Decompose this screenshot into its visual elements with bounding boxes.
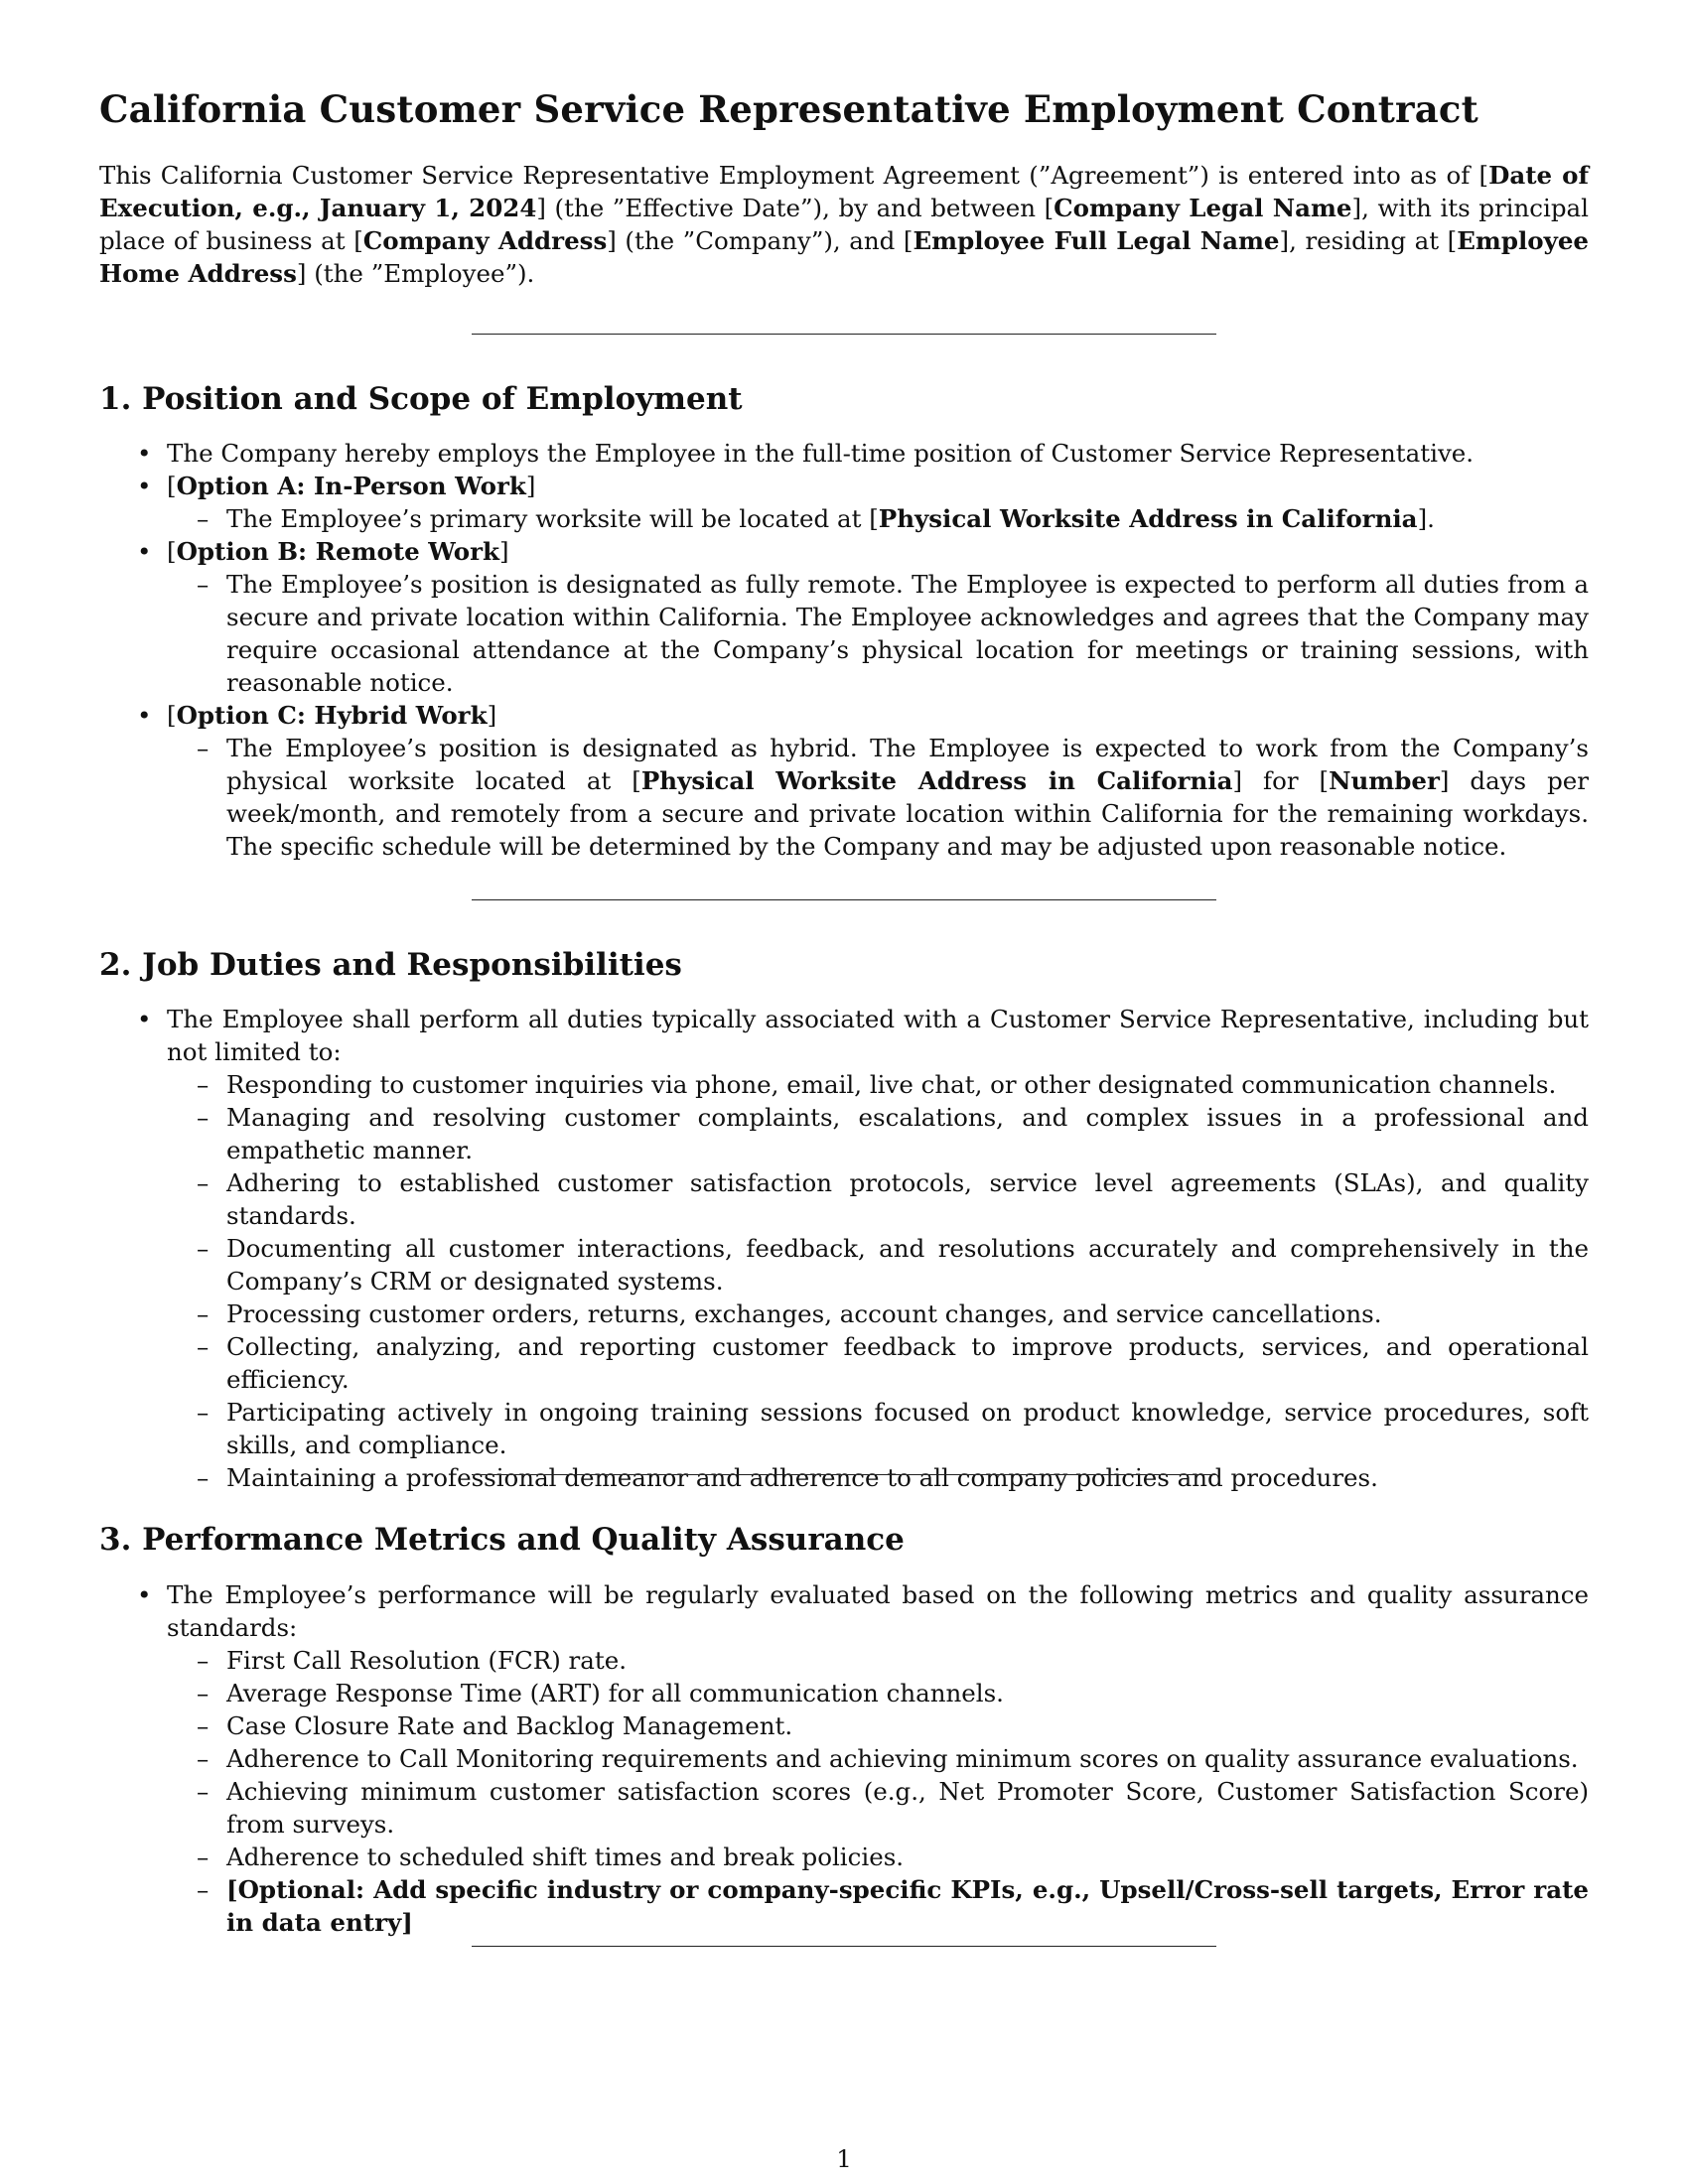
placeholder-company-address: Company Address <box>362 226 608 255</box>
section-divider <box>472 334 1216 335</box>
option-b-item <box>99 535 1589 699</box>
list-item-text: The Employee’s position is designated as hybrid. The Employee is expected to work from the Company’s physical worksite located at [ <box>226 734 1589 795</box>
metric-item: – Adherence to Call Monitoring requirements and achieving minimum scores on quality assurance evaluations. <box>165 1742 1589 1775</box>
metric-item: – Average Response Time (ART) for all communication channels. <box>165 1677 1589 1709</box>
option-b-sublist <box>167 568 1589 699</box>
option-a-item <box>99 470 1589 535</box>
list-item-text: The Company hereby employs the Employee in the full-time position of Customer Service Representative. <box>167 439 1475 468</box>
metric-item: – Case Closure Rate and Backlog Management. <box>165 1709 1589 1742</box>
list-item-text: The Employee shall perform all duties typically associated with a Customer Service Representative, including but not limited to: <box>167 1005 1589 1066</box>
option-c-label-text: Option C: Hybrid Work <box>176 701 488 730</box>
placeholder-employee-name: Employee Full Legal Name <box>913 226 1280 255</box>
metric-item: – Achieving minimum customer satisfaction scores (e.g., Net Promoter Score, Customer Satisfaction Score) from surveys. <box>165 1775 1589 1841</box>
intro-text: ], with its principal place of business at [ <box>99 194 1589 255</box>
section-1-list <box>99 437 1589 863</box>
duty-item: – Processing customer orders, returns, exchanges, account changes, and service cancellations. <box>165 1297 1589 1330</box>
list-item-text: The Employee’s position is designated as fully remote. The Employee is expected to perform all duties from a secure and private location within California. The Employee acknowledges and agrees that the Company may require occasional attendance at the Company’s physical location for meetings or training sessions, with reasonable notice. <box>226 570 1589 697</box>
list-item <box>165 732 1589 863</box>
metric-item: – First Call Resolution (FCR) rate. <box>165 1644 1589 1677</box>
option-c-label: [Option C: Hybrid Work] <box>167 701 497 730</box>
duties-sublist <box>167 1068 1589 1494</box>
duty-item: – Responding to customer inquiries via phone, email, live chat, or other designated communication channels. <box>165 1068 1589 1101</box>
list-item <box>99 1578 1589 1939</box>
intro-text: ] (the ”Effective Date”), by and between [ <box>536 194 1055 222</box>
metrics-sublist <box>167 1644 1589 1939</box>
section-1-heading: 1. Position and Scope of Employment <box>99 381 743 417</box>
duty-item: – Adhering to established customer satisfaction protocols, service level agreements (SLAs), and quality standards. <box>165 1166 1589 1232</box>
section-divider <box>472 1474 1216 1475</box>
duty-item: – Collecting, analyzing, and reporting customer feedback to improve products, services, and operational efficiency. <box>165 1330 1589 1396</box>
section-3-heading: 3. Performance Metrics and Quality Assurance <box>99 1522 905 1558</box>
option-a-sublist <box>167 502 1589 535</box>
option-c-item <box>99 699 1589 863</box>
intro-text: This California Customer Service Representative Employment Agreement (”Agreement”) is entered into as of [ <box>99 161 1489 190</box>
duty-item: – Managing and resolving customer complaints, escalations, and complex issues in a professional and empathetic manner. <box>165 1101 1589 1166</box>
section-2-heading: 2. Job Duties and Responsibilities <box>99 947 682 983</box>
list-item <box>99 437 1589 470</box>
list-item-text: The Employee’s primary worksite will be located at [ <box>226 504 879 533</box>
placeholder-worksite-address: Physical Worksite Address in California <box>878 504 1418 533</box>
intro-paragraph <box>99 159 1589 290</box>
optional-kpi-text: Optional: Add specific industry or company-specific KPIs, e.g., Upsell/Cross-sell targets, Error rate in data entry <box>226 1875 1589 1937</box>
option-c-sublist <box>167 732 1589 863</box>
placeholder-employee-address: Employee Home Address <box>99 226 1590 288</box>
option-b-label-text: Option B: Remote Work <box>176 537 500 566</box>
list-item <box>165 502 1589 535</box>
section-3-list <box>99 1578 1589 1939</box>
duty-item: – Maintaining a professional demeanor and adherence to all company policies and procedures. <box>165 1461 1589 1494</box>
list-item <box>165 568 1589 699</box>
optional-kpi-item: – [Optional: Add specific industry or company-specific KPIs, e.g., Upsell/Cross-sell targets, Error rate in data entry] <box>165 1873 1589 1939</box>
document-title: California Customer Service Representative Employment Contract <box>99 87 1478 131</box>
option-a-label-text: Option A: In-Person Work <box>176 472 526 500</box>
list-item-text: ] for [ <box>1232 766 1330 795</box>
duty-item: – Documenting all customer interactions, feedback, and resolutions accurately and comprehensively in the Company’s CRM or designated systems. <box>165 1232 1589 1297</box>
section-2-list <box>99 1003 1589 1494</box>
intro-text: ], residing at [ <box>1279 226 1458 255</box>
placeholder-company-name: Company Legal Name <box>1054 194 1352 222</box>
intro-text: ] (the ”Company”), and [ <box>607 226 914 255</box>
section-divider <box>472 899 1216 900</box>
duty-item: – Participating actively in ongoing training sessions focused on product knowledge, service procedures, soft skills, and compliance. <box>165 1396 1589 1461</box>
list-item <box>99 1003 1589 1494</box>
list-item-text: ] days per week/month, and remotely from a secure and private location within California for the remaining workdays. The specific schedule will be determined by the Company and may be adjusted upon reasonable notice. <box>226 766 1590 861</box>
placeholder-date: Date of Execution, e.g., January 1, 2024 <box>99 161 1589 222</box>
placeholder-worksite-address: Physical Worksite Address in California <box>640 766 1233 795</box>
list-item-text: ]. <box>1417 504 1435 533</box>
option-b-label: [Option B: Remote Work] <box>167 537 509 566</box>
section-divider <box>472 1946 1216 1947</box>
list-item-text: The Employee’s performance will be regularly evaluated based on the following metrics and quality assurance standards: <box>167 1580 1589 1642</box>
metric-item: – Adherence to scheduled shift times and break policies. <box>165 1841 1589 1873</box>
intro-text: ] (the ”Employee”). <box>296 259 535 288</box>
placeholder-number: Number <box>1329 766 1440 795</box>
option-a-label: [Option A: In-Person Work] <box>167 472 536 500</box>
page-number: 1 <box>836 2144 852 2173</box>
